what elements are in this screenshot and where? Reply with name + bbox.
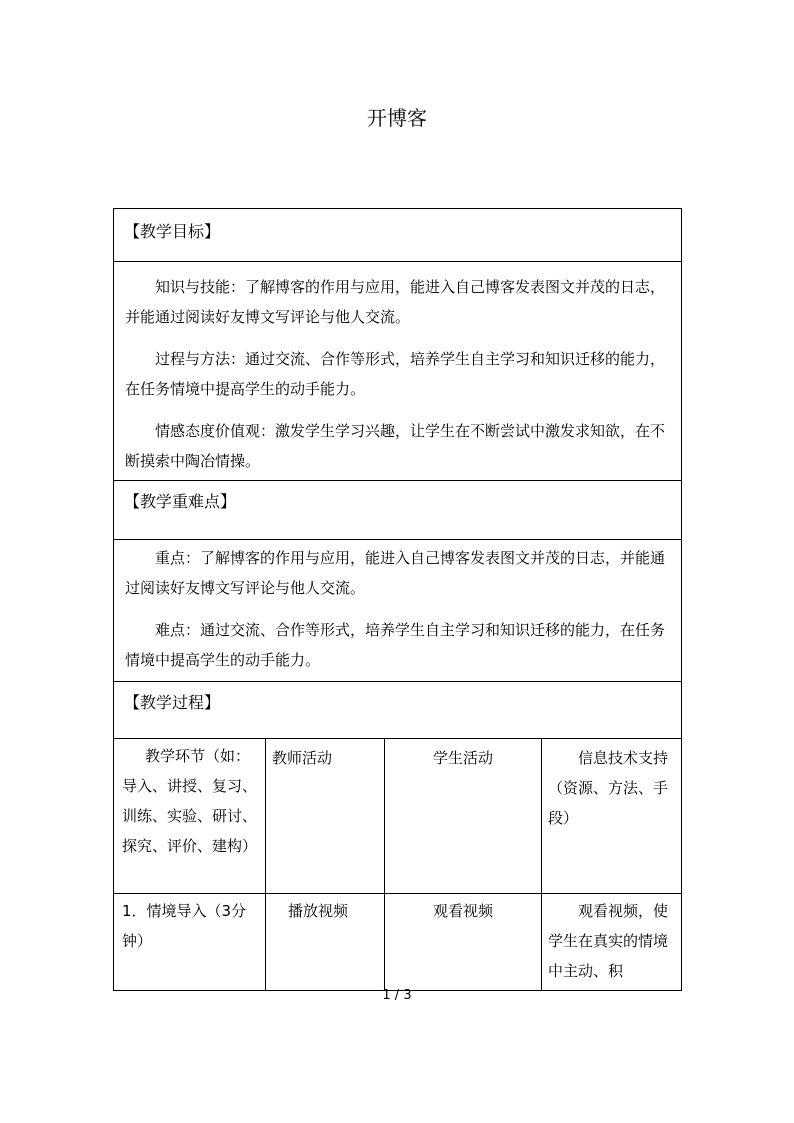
process-cell-tech: 观看视频，使学生在真实的情境中主动、积: [548, 902, 669, 980]
process-cell-teacher: 播放视频: [288, 902, 349, 920]
column-header-student: 学生活动: [432, 749, 493, 767]
column-header-teacher: 教师活动: [272, 749, 333, 767]
keypoints-body-row: [114, 540, 682, 682]
process-heading-row: [114, 682, 682, 739]
goals-paragraph: 情感态度价值观：激发学生学习兴趣，让学生在不断尝试中激发求知欲，在不断摸索中陶冶情操。: [125, 422, 666, 470]
goals-body-row: [114, 262, 682, 481]
keypoints-heading: 【教学重难点】: [124, 492, 237, 511]
document-title: 开博客: [367, 106, 427, 130]
goals-paragraph: 知识与技能：了解博客的作用与应用，能进入自己博客发表图文并茂的日志，并能通过阅读好友博文写评论与他人交流。: [125, 278, 666, 326]
goals-paragraph: 过程与方法：通过交流、合作等形式，培养学生自主学习和知识迁移的能力，在任务情境中提高学生的动手能力。: [125, 350, 666, 398]
process-row: [114, 894, 682, 991]
keypoints-heading-row: [114, 481, 682, 540]
column-header-stage: 教学环节（如：导入、讲授、复习、训练、实验、研讨、探究、评价、建构）: [122, 747, 258, 855]
process-cell-stage: 1．情境导入（3分钟）: [122, 902, 247, 950]
goals-heading: 【教学目标】: [124, 222, 221, 241]
process-column-header-row: [114, 739, 682, 894]
process-heading: 【教学过程】: [124, 693, 221, 712]
keypoints-paragraph: 难点：通过交流、合作等形式，培养学生自主学习和知识迁移的能力，在任务情境中提高学生的动手能力。: [125, 621, 666, 669]
column-header-tech: 信息技术支持（资源、方法、手段）: [548, 749, 669, 827]
process-cell-student: 观看视频: [432, 902, 493, 920]
lesson-plan-table: [113, 208, 682, 991]
keypoints-paragraph: 重点：了解博客的作用与应用，能进入自己博客发表图文并茂的日志，并能通过阅读好友博文写评论与他人交流。: [125, 549, 666, 597]
page-number: 1 / 3: [382, 988, 412, 1003]
